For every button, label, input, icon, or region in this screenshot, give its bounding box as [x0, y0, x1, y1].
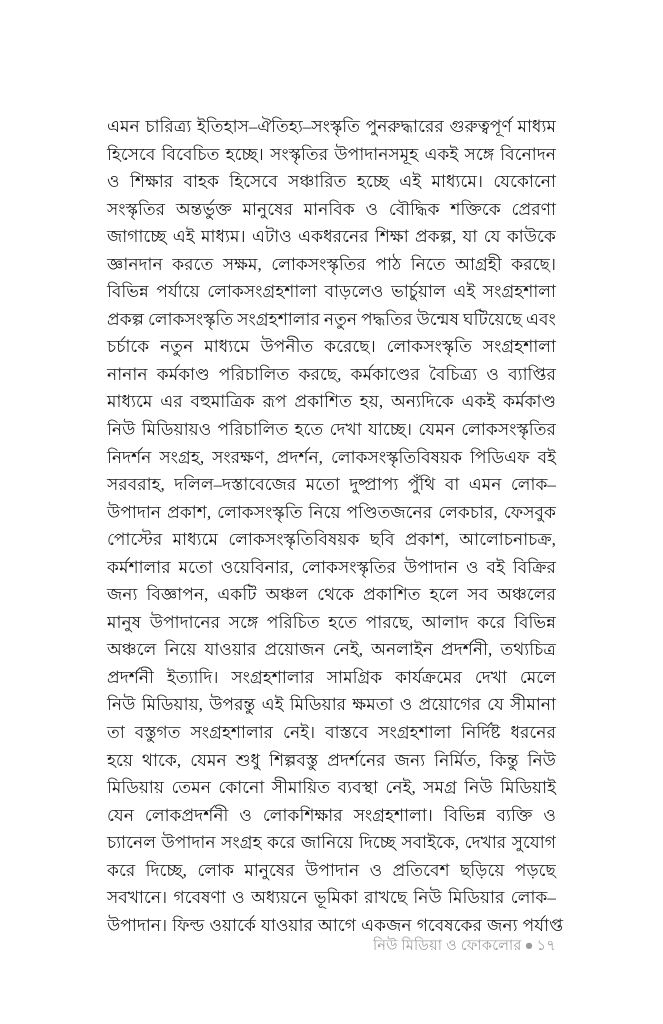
body-word: এমন — [468, 475, 502, 495]
body-word: দিচ্ছে — [358, 833, 396, 853]
body-word: পরিচালিত — [218, 364, 290, 384]
body-line — [107, 581, 556, 609]
body-word: হয়ে — [107, 750, 133, 770]
body-word: নিতে — [410, 254, 446, 274]
body-word: আলোচনাচক্র, — [459, 530, 556, 550]
body-word: লোকসংস্কৃতিবিষয়ক — [330, 447, 463, 467]
body-word: উপনীত — [260, 337, 314, 357]
body-word: লেকচার, — [438, 502, 498, 522]
body-word: যেন — [107, 805, 134, 825]
body-word: অনলাইন — [371, 640, 433, 660]
body-word: সঙ্গে — [464, 144, 495, 164]
body-word: ভূমিকা — [313, 888, 358, 908]
body-line — [107, 333, 556, 361]
body-word: অঞ্চলে — [107, 640, 157, 660]
body-word: অঞ্চলের — [497, 585, 556, 605]
body-word: শুধু — [235, 750, 261, 770]
body-word: ব্যাপ্তির — [508, 364, 556, 384]
body-word: দুষ্প্রাপ্য — [349, 475, 399, 495]
body-word: সংগ্রহশালার — [231, 667, 314, 687]
body-word: পরিচালিত — [217, 420, 289, 440]
body-word: সঙ্গে — [228, 612, 259, 632]
body-word: লোকশিক্ষার — [262, 805, 343, 825]
body-word: নিউ — [107, 420, 136, 440]
body-word: সংগ্রহ, — [159, 447, 205, 467]
body-word: সমগ্র — [423, 778, 457, 798]
body-word: নিউ — [107, 695, 136, 715]
body-word: নিয়ে — [308, 502, 341, 522]
body-word: পদ্ধতির — [361, 309, 413, 329]
body-word: নির্দিষ্ট — [461, 723, 501, 743]
body-word: একটি — [217, 585, 257, 605]
body-word: নেই। — [283, 723, 316, 743]
body-word: সংগ্রহশালা — [482, 337, 556, 357]
body-line — [107, 774, 556, 802]
body-word: প্রকাশ, — [404, 530, 449, 550]
body-word: ইত্যাদি। — [166, 667, 219, 687]
body-word: তেমন — [171, 778, 211, 798]
body-word: বিক্রির — [512, 557, 556, 577]
body-word: যাচ্ছে। — [368, 420, 413, 440]
body-word: বিনোদন — [500, 144, 556, 164]
body-word: যেকোনো — [493, 172, 556, 192]
body-word: মিডিয়াই — [500, 778, 556, 798]
body-word: নতুন — [323, 309, 358, 329]
footer-separator-bullet: ● — [524, 938, 534, 954]
body-word: বা — [444, 475, 460, 495]
body-word: জন্য — [107, 585, 138, 605]
body-line — [107, 444, 556, 472]
body-word: ও — [486, 364, 499, 384]
body-word: সামগ্রিক — [326, 667, 383, 687]
body-word: চ্যানেল — [107, 833, 156, 853]
body-word: সংগ্রহশালা — [378, 723, 452, 743]
footer-page-number: ১৭ — [536, 938, 556, 954]
body-word: বৌদ্ধিক — [388, 199, 440, 219]
body-word: যা — [462, 227, 478, 247]
body-word: সীমানা — [510, 695, 556, 715]
body-word: মাধ্যমে। — [431, 172, 483, 192]
body-word: কর্মকাণ্ডের — [350, 364, 420, 384]
body-word: প্রদর্শনী, — [441, 640, 493, 660]
body-word: মানবিক — [303, 199, 355, 219]
body-word: লোকপ্রদর্শনী — [144, 805, 229, 825]
body-word: করতে — [172, 254, 214, 274]
body-word: সবখানে। — [107, 888, 168, 908]
body-word: লোকসংগ্রহশালা — [207, 282, 318, 302]
body-word: লোক– — [510, 888, 556, 908]
body-word: একই — [424, 144, 459, 164]
body-line — [107, 636, 556, 664]
body-line — [107, 306, 556, 334]
body-word: কর্মশালার — [107, 557, 171, 577]
body-word: ও — [232, 888, 245, 908]
body-line — [107, 196, 556, 224]
body-word: ওয়ার্কে — [209, 915, 256, 935]
body-word: ধরনের — [510, 723, 556, 743]
body-word: করে — [267, 833, 296, 853]
body-line — [107, 388, 556, 416]
body-word: ওয়েবিনার, — [220, 557, 294, 577]
body-line — [107, 526, 556, 554]
body-word: ও — [466, 557, 479, 577]
body-word: প্রকল্প — [107, 309, 144, 329]
body-word: এবং — [526, 309, 556, 329]
body-word: ব্যবস্থা — [337, 778, 378, 798]
body-word: নিউ — [464, 778, 493, 798]
body-word: মিডিয়ায় — [107, 778, 164, 798]
body-word: এটাও — [251, 227, 292, 247]
body-word: সংগ্রহশালার — [237, 309, 320, 329]
body-word: বিভিন্ন — [107, 282, 149, 302]
body-word: বস্তুগত — [134, 723, 181, 743]
body-word: শক্তিকে — [450, 199, 501, 219]
body-word: পারছে, — [365, 612, 414, 632]
body-word: মাধ্যম। — [201, 227, 246, 247]
body-word: জানিয়ে — [300, 833, 354, 853]
body-word: পড়ছে — [514, 860, 556, 880]
body-word: বিজ্ঞাপন, — [146, 585, 209, 605]
body-word: যেমন — [418, 420, 455, 440]
body-word: প্রকাশ, — [167, 502, 212, 522]
body-word: করছে, — [298, 364, 342, 384]
body-line — [107, 719, 556, 747]
body-word: হচ্ছে — [356, 172, 389, 192]
body-word: উপরন্তু — [209, 695, 256, 715]
body-word: নির্মিত, — [434, 750, 481, 770]
body-word: লোকসংস্কৃতি — [217, 502, 303, 522]
body-word: মানুষের — [244, 860, 295, 880]
body-word: থাকে, — [142, 750, 182, 770]
body-word: বহুমাত্রিক — [190, 392, 255, 412]
body-word: ছবি — [369, 530, 395, 550]
body-word: অধ্যয়নে — [251, 888, 308, 908]
body-word: আগ্রহী — [455, 254, 502, 274]
body-word: উপাদান — [161, 833, 216, 853]
body-word: জাগাচ্ছে — [107, 227, 167, 247]
body-word: নিয়ে — [164, 640, 197, 660]
body-word: হতে — [328, 612, 358, 632]
body-word: উপাদানের — [149, 612, 221, 632]
body-word: এই — [453, 282, 476, 302]
body-word: সব — [467, 585, 489, 605]
body-word: দেখার — [464, 833, 507, 853]
body-word: ও — [369, 860, 383, 880]
body-word: কাউকে — [506, 227, 556, 247]
body-word: চর্চাকে — [107, 337, 150, 357]
body-word: ও — [399, 695, 413, 715]
page-footer — [107, 936, 556, 956]
body-word: পোস্টের — [107, 530, 163, 550]
body-word: নতুন — [160, 337, 194, 357]
body-word: শিক্ষা — [374, 227, 409, 247]
body-word: পণ্ডিতজনের — [346, 502, 433, 522]
body-word: হিসেবে — [229, 172, 278, 192]
body-word: পর্যাপ্ত — [522, 915, 564, 935]
body-line — [107, 499, 556, 527]
body-word: জন্য — [394, 750, 426, 770]
body-text-block — [107, 113, 564, 939]
body-word: করছে। — [511, 254, 556, 274]
body-word: মাধ্যমে — [172, 530, 218, 550]
body-word: অঞ্চল — [265, 585, 309, 605]
body-word: হচ্ছে। — [225, 144, 264, 164]
body-word: ফেসবুক — [503, 502, 556, 522]
body-word: সরবরাহ, — [107, 475, 165, 495]
body-word: ছড়িয়ে — [460, 860, 505, 880]
body-word: সীমায়িত — [271, 778, 331, 798]
body-word: সংস্কৃতির — [270, 144, 329, 164]
body-word: প্রেরণা — [511, 199, 556, 219]
body-word: প্রয়োজন — [264, 640, 325, 660]
body-word: ও — [107, 172, 120, 192]
body-word: চারিত্র্য — [145, 117, 192, 136]
body-word: অন্তর্ভুক্ত — [175, 199, 232, 219]
body-word: সঞ্চারিত — [288, 172, 347, 192]
body-word: কার্যক্রমের — [395, 667, 462, 687]
body-word: যে — [483, 227, 501, 247]
body-word: গুরুত্বপূর্ণ — [449, 117, 512, 136]
body-line — [107, 691, 556, 719]
body-line — [107, 802, 556, 830]
body-line — [107, 609, 556, 637]
body-word: পুনরুদ্ধারের — [365, 117, 444, 136]
body-word: পর্যায়ে — [156, 282, 200, 302]
body-word: ও — [365, 199, 379, 219]
body-word: ব্যক্তি — [496, 805, 533, 825]
body-word: সংরক্ষণ, — [212, 447, 269, 467]
body-word: এই — [261, 695, 284, 715]
body-line — [107, 857, 556, 885]
body-word: লোকসংস্কৃতি — [147, 309, 234, 329]
body-line — [107, 113, 556, 141]
body-word: প্রদর্শন, — [276, 447, 323, 467]
body-word: হিসেবে — [107, 144, 156, 164]
body-word: দেখা — [474, 667, 507, 687]
body-word: মেলে — [519, 667, 556, 687]
body-line — [107, 416, 556, 444]
body-word: মিডিয়ার — [289, 695, 347, 715]
body-word: গবেষণা — [173, 888, 226, 908]
body-word: উপাদানসমূহ — [334, 144, 419, 164]
body-word: এমন — [107, 117, 140, 136]
body-line — [107, 471, 556, 499]
body-word: বাহক — [183, 172, 219, 192]
body-word: সবাইকে, — [401, 833, 460, 853]
body-word: নেই, — [385, 778, 416, 798]
body-word: বিভিন্ন — [443, 805, 486, 825]
body-word: উপাদান — [404, 557, 459, 577]
body-word: মানুষের — [242, 199, 293, 219]
body-word: পাঠ — [375, 254, 402, 274]
body-word: একধরনের — [298, 227, 369, 247]
body-line — [107, 664, 556, 692]
body-word: দেখা — [329, 420, 362, 440]
body-line — [107, 361, 556, 389]
body-line — [107, 223, 556, 251]
body-word: ক্ষমতা — [352, 695, 394, 715]
body-word: ও — [239, 805, 252, 825]
body-word: সংগ্রহশালা — [482, 282, 556, 302]
body-word: কিন্তু — [489, 750, 519, 770]
body-line — [107, 278, 556, 306]
body-line — [107, 554, 556, 582]
body-word: উপাদান। — [107, 915, 168, 935]
body-word: বই — [486, 557, 505, 577]
body-word: করে — [107, 860, 136, 880]
body-word: মিডিয়ায়ও — [141, 420, 212, 440]
body-word: এর — [160, 392, 183, 412]
body-word: হয়, — [359, 392, 384, 412]
body-word: লোকসংস্কৃতির — [461, 420, 556, 440]
body-word: মাধ্যম — [517, 117, 556, 136]
body-word: প্রতিবেশ — [392, 860, 450, 880]
body-word: লোক– — [510, 475, 556, 495]
body-word: নিদর্শন — [107, 447, 152, 467]
body-word: হলে — [429, 585, 459, 605]
body-word: প্রকাশিত — [294, 392, 352, 412]
body-word: পিডিএফ — [470, 447, 530, 467]
body-word: নিউ — [413, 888, 442, 908]
body-word: লোকসংস্কৃতিবিষয়ক — [228, 530, 360, 550]
body-word: লোকসংস্কৃতির — [301, 557, 397, 577]
body-word: মতো — [305, 475, 340, 495]
body-word: মতো — [178, 557, 213, 577]
body-word: বিবেচিত — [161, 144, 220, 164]
body-word: লোকসংস্কৃতি — [386, 337, 472, 357]
footer-book-title: নিউ মিডিয়া ও ফোকলোর — [373, 938, 522, 954]
body-word: যে — [487, 695, 504, 715]
body-word: সুযোগ — [511, 833, 556, 853]
body-word: কর্মকাণ্ড — [503, 392, 556, 412]
body-word: নিউ — [527, 750, 556, 770]
body-word: নেই, — [332, 640, 364, 660]
body-word: একজন — [361, 915, 412, 935]
body-word: উপাদান — [305, 860, 360, 880]
body-word: সংগ্রহশালা। — [353, 805, 433, 825]
body-word: আলাদ — [421, 612, 469, 632]
body-word: কর্মকাণ্ড — [156, 364, 210, 384]
body-word: মিডিয়ার — [448, 888, 505, 908]
body-word: সংগ্রহ — [221, 833, 262, 853]
body-word: করেছে। — [324, 337, 376, 357]
body-word: বিভিন্ন — [514, 612, 556, 632]
body-line — [107, 251, 556, 279]
body-line — [107, 829, 556, 857]
body-word: করে — [477, 612, 506, 632]
body-word: রাখছে — [364, 888, 408, 908]
body-word: গবেষকের — [416, 915, 482, 935]
body-word: শিক্ষার — [129, 172, 174, 192]
body-word: বৈচিত্র্য — [429, 364, 478, 384]
body-word: ও — [543, 805, 556, 825]
body-word: ইতিহাস–ঐতিহ্য–সংস্কৃতি — [197, 117, 361, 136]
body-word: মাধ্যমে — [107, 392, 153, 412]
body-line — [107, 141, 556, 169]
body-word: দলিল–দস্তাবেজের — [174, 475, 297, 495]
body-word: প্রদর্শনী — [107, 667, 154, 687]
body-word: বই — [537, 447, 556, 467]
body-word: সক্ষম, — [222, 254, 262, 274]
body-word: আগে — [317, 915, 356, 935]
body-word: যাওয়ার — [204, 640, 257, 660]
body-word: কোনো — [218, 778, 265, 798]
body-word: একই — [461, 392, 496, 412]
body-word: যাওয়ার — [261, 915, 313, 935]
body-word: অন্যদিকে — [390, 392, 454, 412]
body-word: ফিল্ড — [172, 915, 205, 935]
body-word: সংস্কৃতির — [107, 199, 166, 219]
body-word: প্রয়োগের — [418, 695, 481, 715]
body-word: তা — [107, 723, 125, 743]
body-word: শিল্পবস্তু — [269, 750, 319, 770]
body-word: ভার্চুয়াল — [391, 282, 446, 302]
body-word: মানুষ — [107, 612, 142, 632]
body-word: বাড়লেও — [324, 282, 384, 302]
body-word: ঘটিয়েছে — [463, 309, 522, 329]
body-word: এই — [399, 172, 422, 192]
body-word: এই — [172, 227, 195, 247]
body-word: প্রদর্শনের — [327, 750, 386, 770]
body-word: দিচ্ছে, — [145, 860, 187, 880]
body-word: তথ্যচিত্র — [500, 640, 556, 660]
body-word: পুঁথি — [407, 475, 436, 495]
body-word: উন্মেষ — [416, 309, 460, 329]
body-word: মাধ্যমে — [204, 337, 250, 357]
body-word: প্রকল্প, — [415, 227, 457, 247]
body-word: উপাদান — [107, 502, 162, 522]
body-word: জ্ঞানদান — [107, 254, 163, 274]
body-word: জন্য — [487, 915, 518, 935]
body-word: মিডিয়ায়, — [141, 695, 203, 715]
body-word: লোকসংস্কৃতির — [271, 254, 366, 274]
body-line — [107, 884, 556, 912]
body-line — [107, 747, 556, 775]
body-word: রূপ — [262, 392, 287, 412]
body-word: বাস্তবে — [325, 723, 369, 743]
body-word: লোক — [197, 860, 234, 880]
body-word: যেমন — [190, 750, 227, 770]
body-word: থেকে — [317, 585, 355, 605]
body-word: হতে — [294, 420, 324, 440]
body-word: নানান — [107, 364, 148, 384]
body-word: প্রকাশিত — [363, 585, 421, 605]
body-line — [107, 168, 556, 196]
body-word: পরিচিত — [266, 612, 320, 632]
body-word: সংগ্রহশালার — [190, 723, 274, 743]
